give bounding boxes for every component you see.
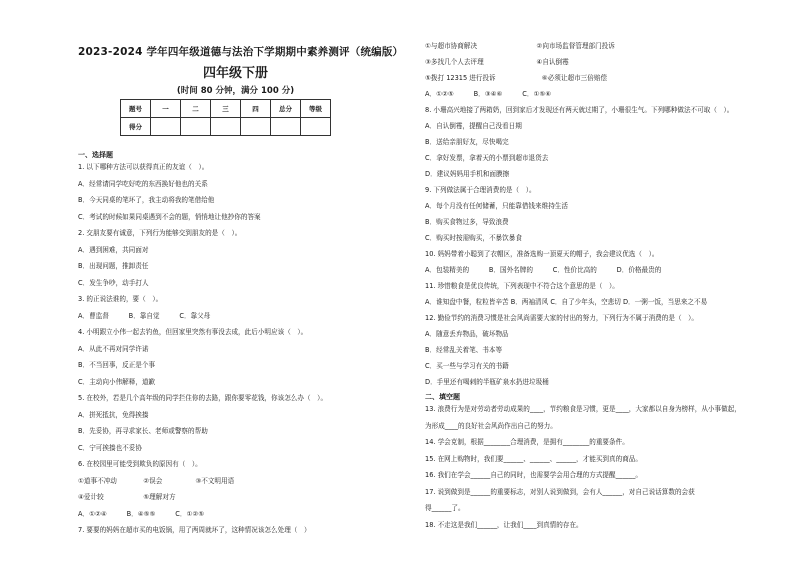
question-line: C．买一些与学习有关的书籍 xyxy=(425,362,509,370)
question-line: A．从此不再对同学许诺 xyxy=(78,344,149,353)
score-cell xyxy=(181,118,211,136)
score-table-header-cell: 三 xyxy=(211,100,241,118)
score-table-header-cell: 四 xyxy=(241,100,271,118)
question-line: B．送给亲朋好友，尽快喝完 xyxy=(425,138,509,146)
question-line: 15. 在网上购物时，我们要______、______、______，才能买到真的商品。 xyxy=(425,454,642,463)
left-column xyxy=(78,0,404,562)
score-table-header-cell: 一 xyxy=(151,100,181,118)
question-line: 14. 学会克制，根据________合理消费，是拥有________的重要条件。 xyxy=(425,438,629,446)
question-line: A．①②⑤ B．③④⑥ C．①⑤⑥ xyxy=(425,90,552,98)
question-line: 6. 在校园里可能受到欺负的原因有（ ）。 xyxy=(78,460,202,468)
question-line: ⑤拨打 12315 进行投诉 ⑥必须让超市三倍赔偿 xyxy=(425,74,608,82)
question-line: ①与超市协商解决 ②向市场监督管理部门投诉 xyxy=(425,42,615,50)
score-table-row xyxy=(121,118,331,136)
question-line: A．①②④ B．④⑤⑤ C．①②⑤ xyxy=(78,509,205,518)
question-line: 10. 妈妈带着小聪到了衣帽区，准备选购一顶夏天的帽子，我会建议优选（ ）。 xyxy=(425,250,659,258)
question-line: A．遇到困难，共同面对 xyxy=(78,245,149,254)
question-line: D．手里还有喝刺的半瓶矿泉水扔进垃圾桶 xyxy=(425,378,549,386)
document-title: 2023-2024 学年四年级道德与法治下学期期中素养测评（统编版） xyxy=(78,46,404,58)
score-cell xyxy=(151,118,181,136)
question-line: A．随意丢弃物品，破坏物品 xyxy=(425,330,509,338)
score-table-header-cell: 总分 xyxy=(271,100,301,118)
score-table-header-row xyxy=(121,100,331,118)
score-cell xyxy=(211,118,241,136)
section-heading-choice: 一、选择题 xyxy=(78,151,113,159)
question-line: ④爱计较 ⑤理解对方 xyxy=(78,493,176,501)
question-line: B．不当回事，反正是个事 xyxy=(78,361,156,369)
question-line: A．自认倒霉，提醒自己没看日期 xyxy=(425,122,522,130)
question-line: 11. 珍惜粮食是优良传统，下列表现中不符合这个意思的是（ ）。 xyxy=(425,282,619,290)
question-line: A．经常请同学吃好吃的东西换好他也的关系 xyxy=(78,179,208,188)
question-line: A．谁知盘中餐，粒粒皆辛苦 B．两袖清风 C．自了少年头，空悲切 D．一粥一饭，当思来之不易 xyxy=(425,298,708,306)
question-line: 12. 勤俭节约的消费习惯是社会风尚需要大家的付出的努力，下列行为不属于消费的是（ ）。 xyxy=(425,314,699,322)
question-line: B．今天同桌的笔坏了，我主动将我的笔借给他 xyxy=(78,196,215,204)
score-cell xyxy=(271,118,301,136)
question-line: 13. 浪费行为是对劳动者劳动成果的____，节约粮食是习惯，更是____，大家都以自身为榜样，从小事做起， xyxy=(425,405,741,413)
question-line: C．购买时按需购买，不暴饮暴食 xyxy=(425,234,522,242)
question-line: 得______了。 xyxy=(425,504,465,512)
question-line: 5. 在校外，若是几个高年级的同学拦住你的去路，跟你要零花钱，你该怎么办（ ）。 xyxy=(78,394,328,402)
question-line: A．每个月没有任何储蓄，只能靠借钱来维持生活 xyxy=(425,202,568,210)
question-line: ③多找几个人去评理 ④自认倒霉 xyxy=(425,58,569,66)
question-line: 1. 以下哪种方法可以获得真正的友谊（ ）。 xyxy=(78,163,209,171)
question-line: B．经常乱关着笔、书本等 xyxy=(425,346,503,354)
question-line: C．考试的时候如果同桌遇到不会的题，悄悄地让他抄你的答案 xyxy=(78,212,261,221)
question-line: B．先妥协，再寻求家长、老师或警察的帮助 xyxy=(78,427,208,435)
score-table-header-cell: 等级 xyxy=(301,100,331,118)
question-line: C．拿好发票，拿着天的小票到超市退货去 xyxy=(425,154,549,162)
question-line: 3. 的正说法谁的，要（ ）。 xyxy=(78,295,163,303)
question-line: B．购买食物过多，导致浪费 xyxy=(425,218,509,226)
score-cell xyxy=(241,118,271,136)
question-line: C．宁可挨揍也不妥协 xyxy=(78,443,142,452)
question-line: 7. 要要的妈妈在超市买的电饭锅，用了两周就坏了，这种情况该怎么处理（ ） xyxy=(78,526,311,534)
question-line: A．包装精美的 B．国外名牌的 C．性价比高的 D．价格最贵的 xyxy=(425,266,662,274)
question-line: D．建议妈妈用手机和面膜擦 xyxy=(425,170,510,178)
score-table xyxy=(120,99,331,136)
question-line: C．主动向小伟解释，道歉 xyxy=(78,377,156,386)
question-line: C．发生争吵，动手打人 xyxy=(78,278,149,287)
score-table-header-cell: 题号 xyxy=(121,100,151,118)
question-line: 16. 我们在学会______自己的同时，也需要学会用合理的方式提醒______。 xyxy=(425,471,642,479)
score-table-row-label: 得分 xyxy=(121,118,151,136)
question-line: 17. 说到做到是______的重要标志，对别人说到做到，会有人______，对自己说话算数的会获 xyxy=(425,487,695,496)
question-line: 9. 下列做法属于合理消费的是（ ）。 xyxy=(425,186,536,194)
question-line: A．曹监督 B．靠自觉 C．靠父母 xyxy=(78,311,211,320)
question-line: 2. 交朋友要有诚意，下列行为能够交到朋友的是（ ）。 xyxy=(78,229,242,237)
score-cell xyxy=(301,118,331,136)
question-line: 4. 小明跟立小伟一起去钓鱼，但回家里突然有事没去成，此后小明应该（ ）。 xyxy=(78,328,308,336)
exam-time-note: (时间 80 分钟，满分 100 分) xyxy=(176,86,295,96)
question-line: A．拼死抵抗，免得挨揍 xyxy=(78,410,149,419)
question-line: 为形成____的良好社会风尚作出自己的努力。 xyxy=(425,421,557,430)
question-line: 8. 小珊高兴地接了两箱奶，回到家后才发现还有两天就过期了，小珊很生气。下列哪种做法不可取（ ）。 xyxy=(425,106,734,114)
question-line: 18. 不走这是我们______，让我们____到真情的存在。 xyxy=(425,520,583,529)
score-table-header-cell: 二 xyxy=(181,100,211,118)
section-heading-fill: 二、填空题 xyxy=(425,393,460,401)
right-column xyxy=(425,0,765,562)
grade-heading: 四年级下册 xyxy=(202,66,268,81)
question-line: B．出现问题，推卸责任 xyxy=(78,262,149,270)
question-line: ①道事不冲动 ②误会 ③不文明用语 xyxy=(78,476,235,485)
